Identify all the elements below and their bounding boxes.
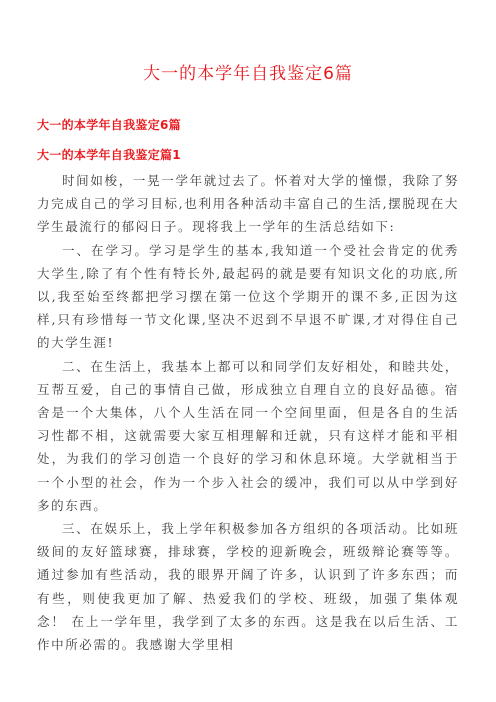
page-title: 大一的本学年自我鉴定6篇 bbox=[143, 64, 353, 84]
paragraph-intro: 时间如梭，一晃一学年就过去了。怀着对大学的憧憬，我除了努力完成自己的学习目标,也利用各种活动丰富自己的生活,摆脱现在大学生最流行的郁闷日子。现将我上一学年的生活总结如下: bbox=[37, 173, 459, 235]
paragraph-life: 二、在生活上，我基本上都可以和同学们友好相处，和睦共处，互帮互爱，自己的事情自己做，形成独立自理自立的良好品德。宿舍是一个大集体，八个人生活在同一个空间里面，但是各自的生活习性都不相，这就需要大家互相理解和迁就，只有这样才能和平相处，为我们的学习创造一个良好的学习和休息环境。大学就相当于一个小型的社会，作为一个步入社会的缓冲，我们可以从中学到好多的东西。 bbox=[37, 358, 459, 513]
document-body bbox=[37, 169, 459, 656]
collection-heading: 大一的本学年自我鉴定6篇 bbox=[37, 118, 181, 132]
section-heading: 大一的本学年自我鉴定篇1 bbox=[37, 148, 181, 162]
paragraph-study: 一、在学习。学习是学生的基本,我知道一个受社会肯定的优秀大学生,除了有个性有特长外,最起码的就是要有知识文化的功底,所以,我至始至终都把学习摆在第一位这个学期开的课不多,正因为这样,只有珍惜每一节文化课,坚决不迟到不早退不旷课,才对得住自己的大学生涯! bbox=[37, 242, 459, 351]
paragraph-entertainment: 三、在娱乐上，我上学年积极参加各方组织的各项活动。比如班级间的友好篮球赛，排球赛，学校的迎新晚会，班级辩论赛等等。通过参加有些活动，我的眼界开阔了许多，认识到了许多东西；而有些，则使我更加了解、热爱我们的学校、班级，加强了集体观念！ 在上一学年里，我学到了太多的东西。这是我在以后生活、工作中所必需的。我感谢大学里相 bbox=[37, 521, 459, 653]
